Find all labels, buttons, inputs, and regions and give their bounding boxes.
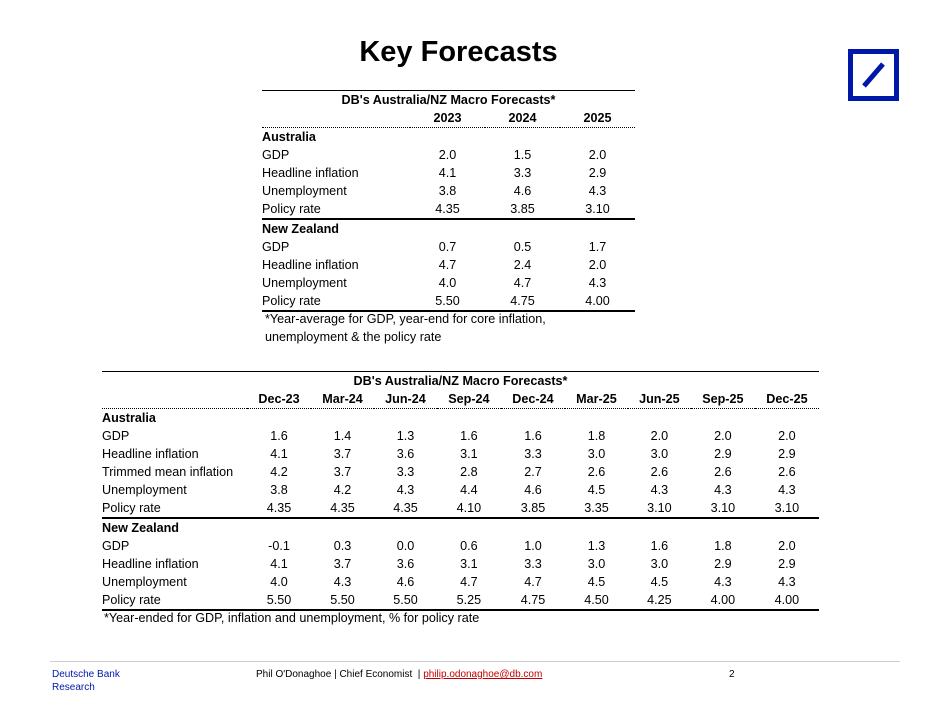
table-cell: 4.2 — [333, 483, 352, 497]
column-header: Mar-24 — [311, 390, 374, 409]
table-cell: 3.3 — [513, 166, 532, 180]
table-cell: 3.3 — [396, 465, 415, 479]
table-cell: 5.25 — [437, 591, 501, 610]
table-cell: 1.6 — [460, 429, 478, 443]
table-cell: 3.0 — [650, 447, 669, 461]
table-cell: 2.9 — [588, 166, 607, 180]
table-cell: 1.5 — [513, 148, 532, 162]
table-cell: 4.1 — [270, 447, 288, 461]
row-label: Headline inflation — [262, 166, 359, 180]
column-header: Sep-25 — [691, 390, 755, 409]
table-cell: 2.0 — [650, 429, 669, 443]
row-label: Policy rate — [102, 499, 247, 518]
table-cell: 3.85 — [501, 499, 565, 518]
table-row — [102, 445, 819, 463]
section-title: New Zealand — [262, 222, 339, 236]
section-header-row — [102, 518, 819, 537]
table-cell: 1.7 — [588, 240, 607, 254]
table-cell: 4.35 — [247, 499, 311, 518]
quarterly-table-note: *Year-ended for GDP, inflation and unemployment, % for policy rate — [104, 611, 480, 625]
table-cell: 2.6 — [587, 465, 606, 479]
table-cell: 1.8 — [714, 539, 732, 553]
table-cell: 2.0 — [714, 429, 732, 443]
row-label: Unemployment — [102, 483, 187, 497]
table-cell: 4.1 — [438, 166, 457, 180]
row-label: GDP — [102, 429, 130, 443]
table-row — [262, 164, 635, 182]
row-label: GDP — [262, 148, 290, 162]
table-cell: 3.8 — [270, 483, 288, 497]
table-cell: 3.10 — [560, 200, 635, 219]
table-cell: 1.3 — [587, 539, 606, 553]
table-cell: 1.6 — [650, 539, 669, 553]
row-label: Headline inflation — [102, 447, 199, 461]
table-cell: 2.0 — [588, 148, 607, 162]
table-cell: 4.3 — [333, 575, 352, 589]
table-cell: -0.1 — [268, 539, 290, 553]
table-cell: 0.5 — [513, 240, 532, 254]
section-title: Australia — [262, 130, 316, 144]
table-cell: 1.3 — [396, 429, 415, 443]
row-label: GDP — [262, 240, 290, 254]
section-header-row — [262, 128, 635, 147]
table-row — [262, 238, 635, 256]
table-cell: 3.7 — [333, 447, 352, 461]
table-cell: 2.7 — [524, 465, 542, 479]
table-cell: 3.1 — [460, 557, 478, 571]
table-cell: 4.7 — [438, 258, 457, 272]
table-cell: 4.7 — [460, 575, 478, 589]
row-label: Headline inflation — [102, 557, 199, 571]
table-cell: 0.7 — [438, 240, 457, 254]
column-header: 2025 — [560, 109, 635, 128]
section-header-row — [102, 409, 819, 428]
column-header-blank — [102, 390, 247, 409]
table-cell: 3.0 — [650, 557, 669, 571]
table-cell: 3.10 — [691, 499, 755, 518]
table-cell: 4.50 — [565, 591, 628, 610]
section-title: New Zealand — [102, 521, 179, 535]
table-cell: 4.35 — [410, 200, 485, 219]
page-number: 2 — [729, 669, 735, 680]
table-row — [262, 200, 635, 219]
table-cell: 2.6 — [778, 465, 796, 479]
table-cell: 4.5 — [587, 575, 606, 589]
row-label: Policy rate — [102, 591, 247, 610]
table-row — [102, 591, 819, 610]
table-cell: 5.50 — [410, 292, 485, 311]
table-cell: 4.35 — [374, 499, 437, 518]
annual-table-note: *Year-average for GDP, year-end for core inflation, unemployment & the policy rate — [265, 312, 546, 344]
table-cell: 4.00 — [691, 591, 755, 610]
column-header: Dec-23 — [247, 390, 311, 409]
table-cell: 3.8 — [438, 184, 457, 198]
column-header-row — [102, 390, 819, 409]
table-cell: 2.9 — [714, 447, 732, 461]
table-cell: 3.7 — [333, 557, 352, 571]
table-cell: 4.75 — [485, 292, 560, 311]
table-caption-row — [262, 91, 635, 110]
table-cell: 2.0 — [588, 258, 607, 272]
table-cell: 4.0 — [438, 276, 457, 290]
table-cell: 4.3 — [778, 483, 796, 497]
footer-author — [256, 668, 542, 681]
column-header: Sep-24 — [437, 390, 501, 409]
footer-brand-line2: Research — [52, 682, 95, 693]
table-row — [262, 274, 635, 292]
footer-email-link[interactable]: philip.odonaghoe@db.com — [423, 669, 543, 680]
section-header-row — [262, 219, 635, 238]
table-row — [262, 292, 635, 311]
table-cell: 0.3 — [333, 539, 352, 553]
table-cell: 4.75 — [501, 591, 565, 610]
table-cell: 4.00 — [755, 591, 819, 610]
table-cell: 2.0 — [778, 429, 796, 443]
column-header: Jun-24 — [374, 390, 437, 409]
row-label: Trimmed mean inflation — [102, 465, 234, 479]
table-caption: DB's Australia/NZ Macro Forecasts* — [102, 372, 819, 391]
table-cell: 4.00 — [560, 292, 635, 311]
table-cell: 1.4 — [333, 429, 352, 443]
table-cell: 4.4 — [460, 483, 478, 497]
table-cell: 4.3 — [778, 575, 796, 589]
quarterly-forecast-table — [102, 371, 819, 611]
table-cell: 3.0 — [587, 557, 606, 571]
deutsche-bank-logo — [848, 49, 899, 101]
table-cell: 2.9 — [778, 447, 796, 461]
table-cell: 4.3 — [714, 575, 732, 589]
column-header: Jun-25 — [628, 390, 691, 409]
footer-brand-line1: Deutsche Bank — [52, 669, 120, 680]
table-cell: 3.6 — [396, 557, 415, 571]
table-caption: DB's Australia/NZ Macro Forecasts* — [262, 91, 635, 110]
table-row — [262, 256, 635, 274]
table-cell: 4.3 — [396, 483, 415, 497]
table-cell: 4.6 — [396, 575, 415, 589]
table-row — [102, 537, 819, 555]
row-label: GDP — [102, 539, 130, 553]
column-header: Dec-25 — [755, 390, 819, 409]
table-cell: 3.10 — [755, 499, 819, 518]
table-cell: 3.10 — [628, 499, 691, 518]
row-label: Unemployment — [262, 184, 347, 198]
table-cell: 4.3 — [650, 483, 669, 497]
footer-brand — [52, 668, 120, 694]
table-row — [262, 182, 635, 200]
table-cell: 2.9 — [778, 557, 796, 571]
table-cell: 4.7 — [513, 276, 532, 290]
annual-forecast-table — [262, 90, 635, 312]
table-cell: 2.6 — [714, 465, 732, 479]
table-cell: 4.10 — [437, 499, 501, 518]
table-cell: 5.50 — [374, 591, 437, 610]
row-label: Policy rate — [262, 200, 410, 219]
table-cell: 3.7 — [333, 465, 352, 479]
table-cell: 4.3 — [588, 184, 607, 198]
table-cell: 3.0 — [587, 447, 606, 461]
table-cell: 3.1 — [460, 447, 478, 461]
column-header-blank — [262, 109, 410, 128]
table-cell: 4.6 — [513, 184, 532, 198]
table-cell: 5.50 — [247, 591, 311, 610]
table-cell: 1.8 — [587, 429, 606, 443]
table-cell: 4.6 — [524, 483, 542, 497]
row-label: Headline inflation — [262, 258, 359, 272]
column-header: 2023 — [410, 109, 485, 128]
table-row — [102, 573, 819, 591]
row-label: Unemployment — [102, 575, 187, 589]
column-header: Dec-24 — [501, 390, 565, 409]
table-row — [102, 463, 819, 481]
table-cell: 4.0 — [270, 575, 288, 589]
table-row — [262, 146, 635, 164]
footer-author-text: Phil O'Donaghoe | Chief Economist | — [256, 669, 424, 680]
table-cell: 4.1 — [270, 557, 288, 571]
column-header: Mar-25 — [565, 390, 628, 409]
table-cell: 3.85 — [485, 200, 560, 219]
table-cell: 4.5 — [587, 483, 606, 497]
row-label: Unemployment — [262, 276, 347, 290]
table-cell: 3.6 — [396, 447, 415, 461]
table-cell: 0.6 — [460, 539, 478, 553]
table-cell: 4.3 — [714, 483, 732, 497]
page-title: Key Forecasts — [359, 36, 558, 68]
table-cell: 2.0 — [438, 148, 457, 162]
table-caption-row — [102, 372, 819, 391]
table-cell: 4.2 — [270, 465, 288, 479]
table-row — [102, 499, 819, 518]
table-cell: 2.0 — [778, 539, 796, 553]
table-cell: 3.3 — [524, 557, 542, 571]
table-cell: 4.3 — [588, 276, 607, 290]
table-cell: 4.5 — [650, 575, 669, 589]
table-cell: 2.4 — [513, 258, 532, 272]
row-label: Policy rate — [262, 292, 410, 311]
table-cell: 2.6 — [650, 465, 669, 479]
table-cell: 4.35 — [311, 499, 374, 518]
table-row — [102, 427, 819, 445]
table-cell: 3.3 — [524, 447, 542, 461]
table-cell: 1.0 — [524, 539, 542, 553]
table-cell: 1.6 — [270, 429, 288, 443]
table-cell: 1.6 — [524, 429, 542, 443]
table-cell: 2.8 — [460, 465, 478, 479]
table-row — [102, 481, 819, 499]
table-row — [102, 555, 819, 573]
table-cell: 0.0 — [396, 539, 415, 553]
section-title: Australia — [102, 411, 156, 425]
table-cell: 4.7 — [524, 575, 542, 589]
table-cell: 5.50 — [311, 591, 374, 610]
footer-divider — [50, 661, 900, 662]
table-cell: 2.9 — [714, 557, 732, 571]
column-header-row — [262, 109, 635, 128]
table-cell: 4.25 — [628, 591, 691, 610]
column-header: 2024 — [485, 109, 560, 128]
table-cell: 3.35 — [565, 499, 628, 518]
